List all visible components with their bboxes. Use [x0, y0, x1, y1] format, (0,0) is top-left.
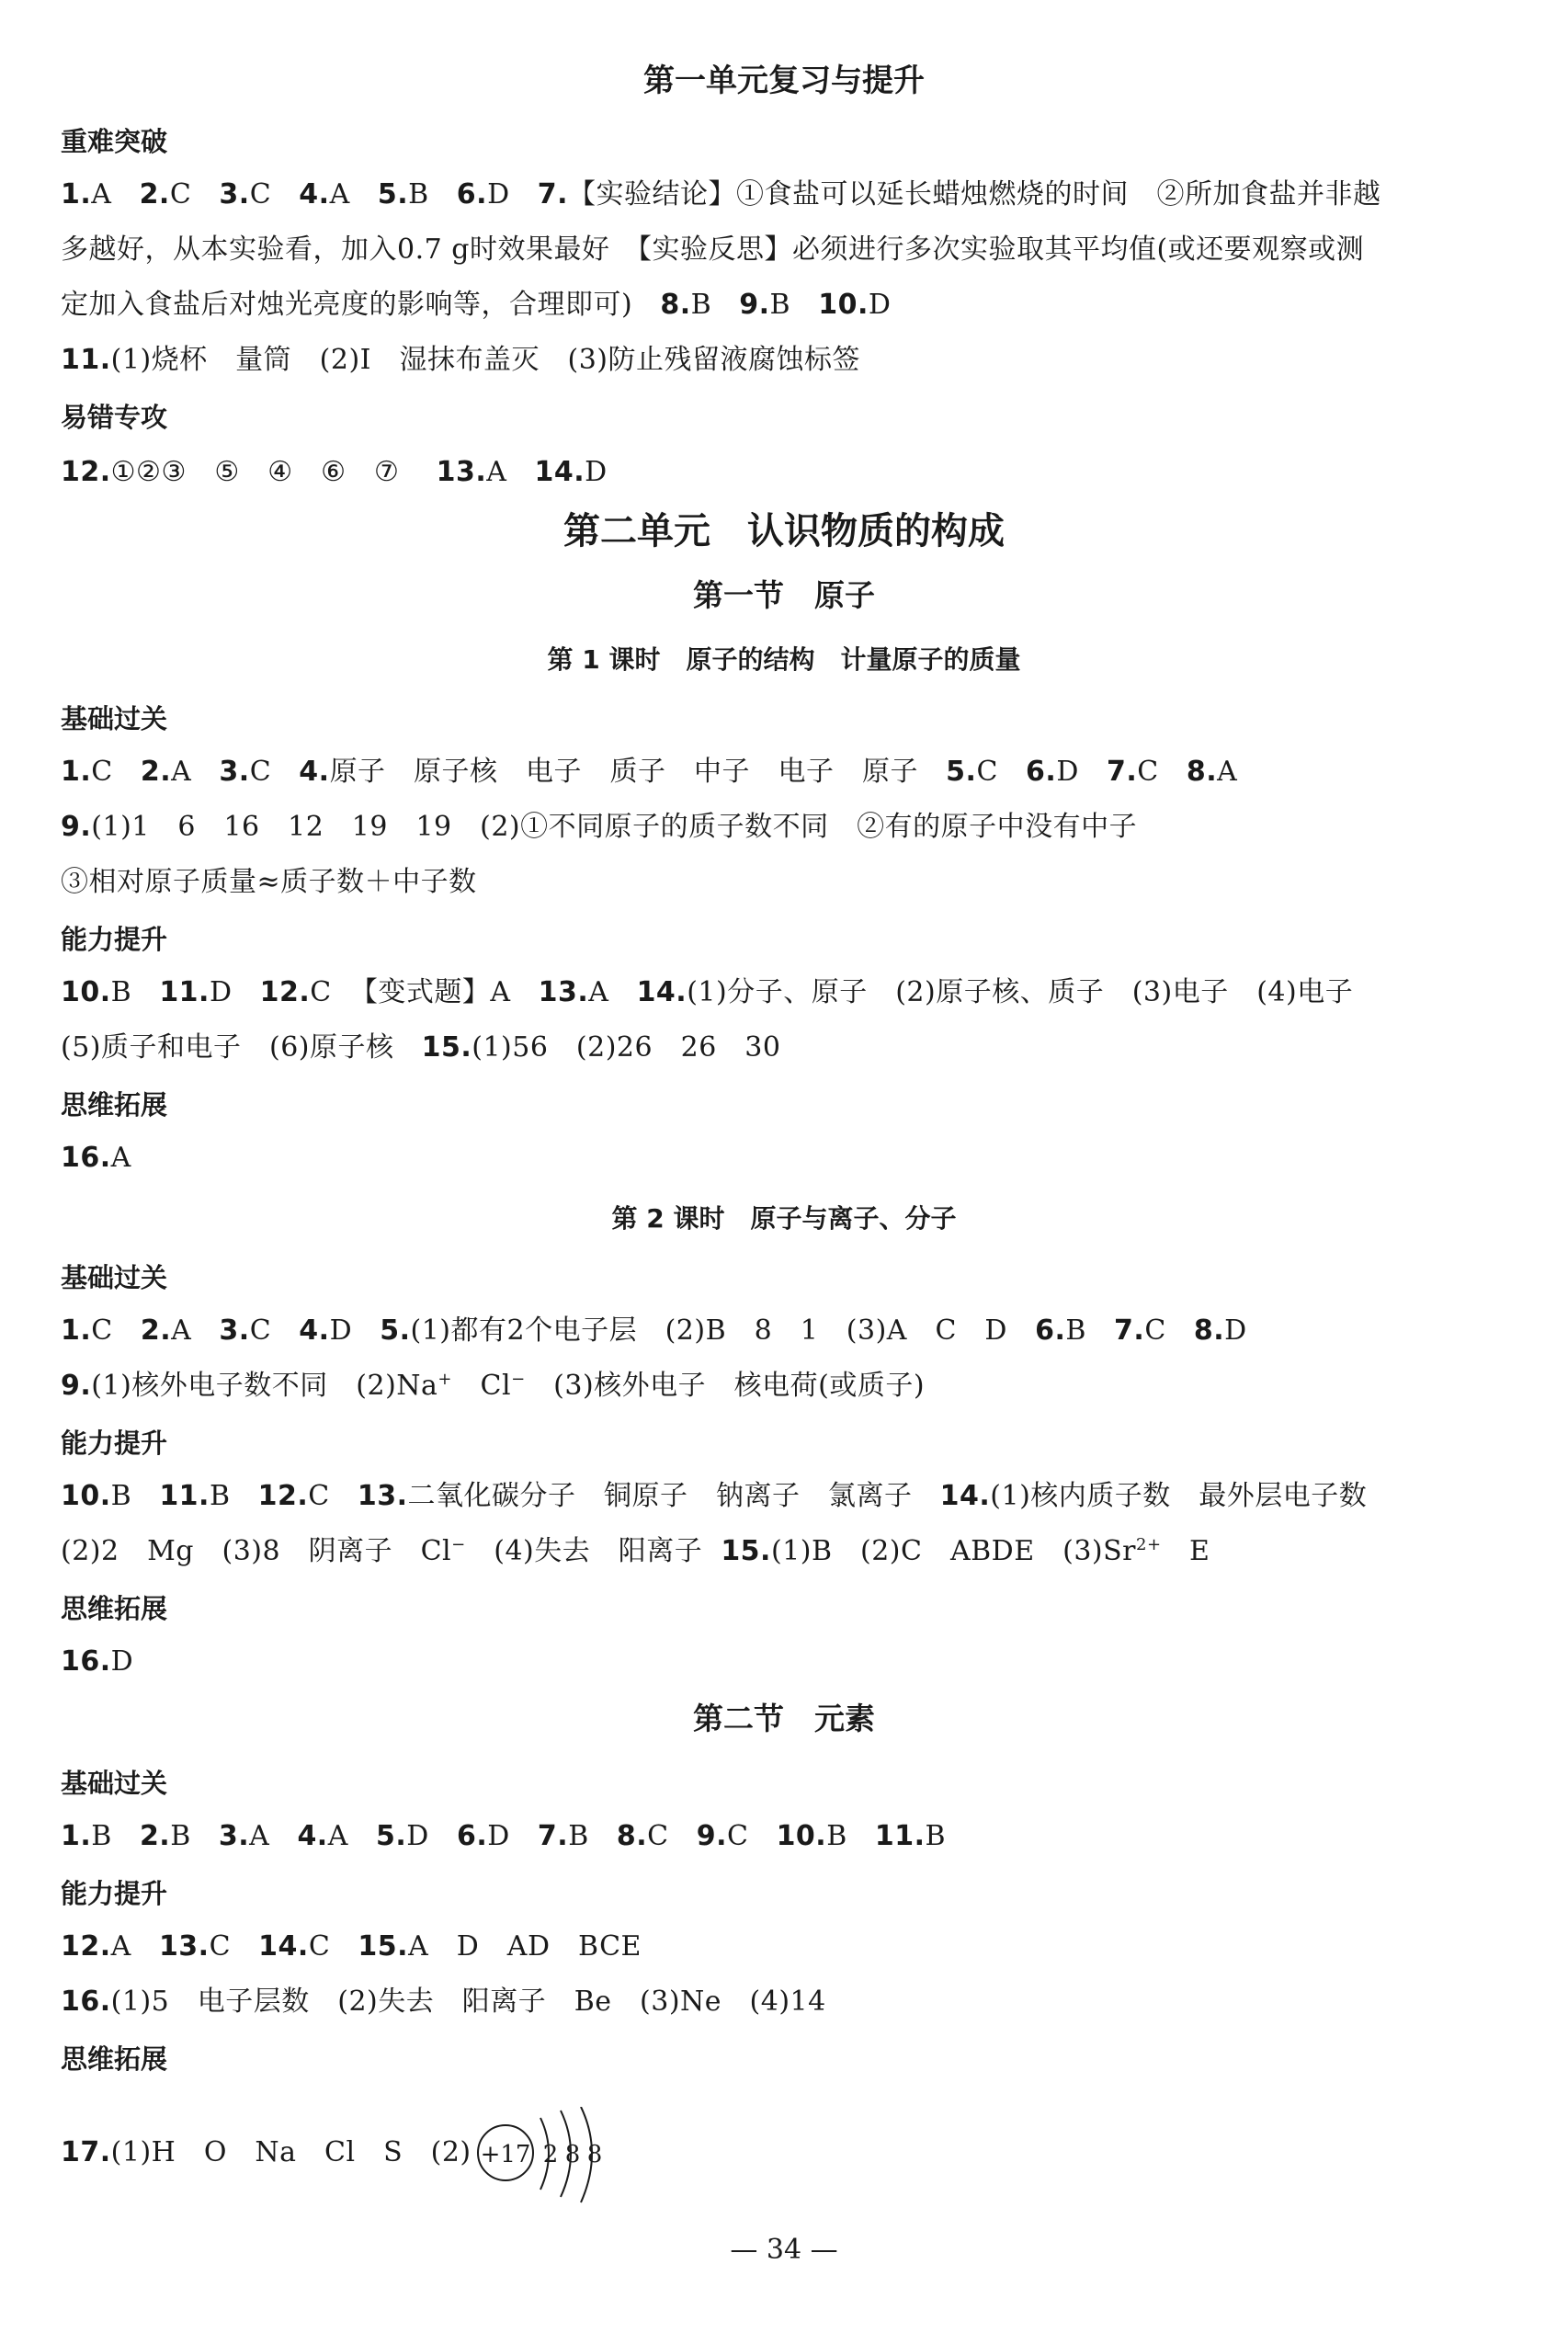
section2-title: 第二节 元素	[693, 1701, 875, 1736]
answer-line: 11.(1)烧杯 量筒 (2)Ⅰ 湿抹布盖灭 (3)防止残留液腐蚀标签	[61, 344, 860, 376]
answer-line: 1.C 2.A 3.C 4.原子 原子核 电子 质子 中子 电子 原子 5.C 6.D 7.C 8.A	[61, 756, 1238, 788]
shell-electron-count: 2	[542, 2141, 559, 2168]
section-basic: 基础过关	[61, 1768, 168, 1799]
answer-line: 定加入食盐后对烛光亮度的影响等，合理即可) 8.B 9.B 10.D	[61, 289, 892, 321]
answer-line: 1.A 2.C 3.C 4.A 5.B 6.D 7.【实验结论】①食盐可以延长蜡烛燃烧的时间 ②所加食盐并非越	[61, 178, 1381, 211]
answer-line: 9.(1)核外电子数不同 (2)Na+ Cl− (3)核外电子 核电荷(或质子)	[61, 1370, 926, 1402]
section-extension: 思维拓展	[61, 2043, 168, 2075]
shell-electron-count: 8	[586, 2141, 603, 2168]
answer-line: 16.D	[61, 1645, 134, 1678]
section-key-difficulties: 重难突破	[61, 126, 168, 157]
answer-line: 1.C 2.A 3.C 4.D 5.(1)都有2个电子层 (2)B 8 1 (3)A C D 6.B 7.C 8.D	[61, 1314, 1247, 1347]
nucleus-charge: +17	[480, 2141, 531, 2168]
answer-line: 12.①②③ ⑤ ④ ⑥ ⑦ 13.A 14.D	[61, 456, 608, 488]
answer-line: 多越好，从本实验看，加入0.7 g时效果最好 【实验反思】必须进行多次实验取其平均值(或还要观察或测	[61, 233, 1365, 266]
page-number: — 34 —	[730, 2234, 838, 2266]
lesson2-title: 第 2 课时 原子与离子、分子	[611, 1203, 957, 1234]
shell-electron-count: 8	[564, 2141, 581, 2168]
section-basic: 基础过关	[61, 1262, 168, 1293]
section-ability: 能力提升	[61, 1878, 168, 1909]
section-error-prone: 易错专攻	[61, 402, 168, 433]
answer-line: 9.(1)1 6 16 12 19 19 (2)①不同原子的质子数不同 ②有的原子中没有中子	[61, 811, 1138, 843]
section-basic: 基础过关	[61, 703, 168, 734]
answer-line: 10.B 11.B 12.C 13.二氧化碳分子 铜原子 钠离子 氯离子 14.(1)核内质子数 最外层电子数	[61, 1480, 1368, 1512]
atom-structure-diagram	[469, 2107, 625, 2208]
section-ability: 能力提升	[61, 924, 168, 955]
unit2-title: 第二单元 认识物质的构成	[563, 509, 1005, 552]
answer-line: 12.A 13.C 14.C 15.A D AD BCE	[61, 1930, 642, 1963]
answer-line: 10.B 11.D 12.C 【变式题】A 13.A 14.(1)分子、原子 (2)原子核、质子 (3)电子 (4)电子	[61, 976, 1354, 1008]
answer-line: 17.(1)H O Na Cl S (2)	[61, 2136, 472, 2168]
answer-line: ③相对原子质量≈质子数＋中子数	[61, 866, 477, 898]
unit1-review-title: 第一单元复习与提升	[643, 63, 925, 99]
answer-line: 1.B 2.B 3.A 4.A 5.D 6.D 7.B 8.C 9.C 10.B 11.B	[61, 1820, 947, 1852]
answer-line: 16.A	[61, 1142, 131, 1174]
section-ability: 能力提升	[61, 1428, 168, 1459]
section1-title: 第一节 原子	[693, 577, 875, 613]
lesson1-title: 第 1 课时 原子的结构 计量原子的质量	[547, 644, 1021, 675]
section-extension: 思维拓展	[61, 1593, 168, 1624]
section-extension: 思维拓展	[61, 1089, 168, 1121]
answer-line: (2)2 Mg (3)8 阴离子 Cl− (4)失去 阳离子 15.(1)B (2)C ABDE $(3)Sr^{2+}$ E	[61, 1535, 1210, 1567]
answer-line: 16.(1)5 电子层数 (2)失去 阳离子 Be (3)Ne (4)14	[61, 1986, 826, 2018]
answer-line: (5)质子和电子 (6)原子核 15.(1)56 (2)26 26 30	[61, 1031, 781, 1064]
